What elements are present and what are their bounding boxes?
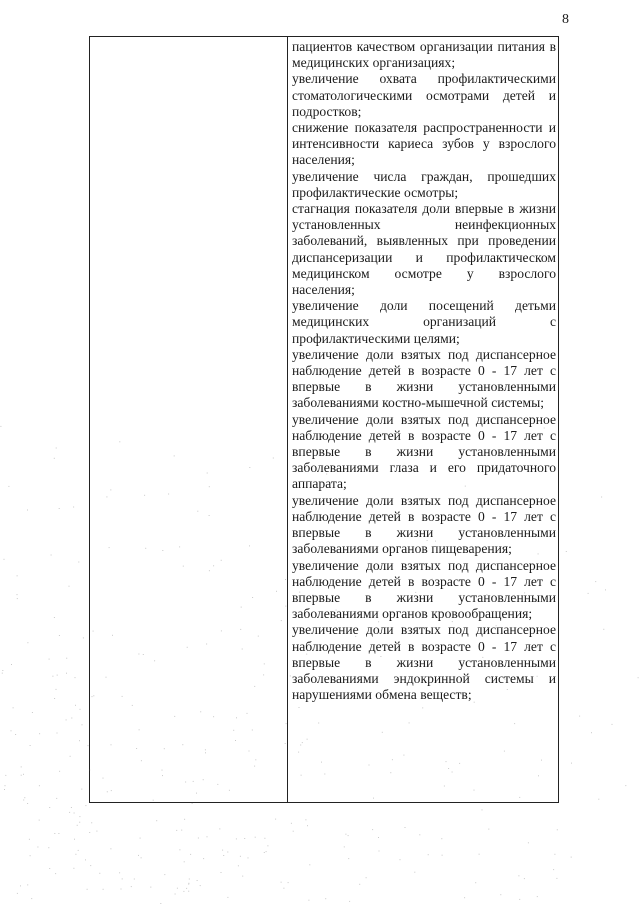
result-item: пациентов качеством организации питания в медицинских организациях; [292, 39, 556, 71]
table-left-cell [90, 37, 288, 802]
result-item: увеличение доли взятых под диспансерное наблюдение детей в возрасте 0 - 17 лет с впервые в жизни установленными заболеваниями эндокринной системы и нарушениями обмена веществ; [292, 622, 556, 703]
results-table [89, 36, 559, 803]
result-item: увеличение доли взятых под диспансерное наблюдение детей в возрасте 0 - 17 лет с впервые в жизни установленными заболеваниями органов кровообращения; [292, 557, 556, 622]
result-item: увеличение доли взятых под диспансерное наблюдение детей в возрасте 0 - 17 лет с впервые в жизни установленными заболеваниями глаза и его придаточного аппарата; [292, 411, 556, 492]
table-right-cell [288, 37, 558, 802]
page-number: 8 [562, 12, 569, 27]
result-item: увеличение доли посещений детьми медицинских организаций с профилактическими целями; [292, 298, 556, 346]
result-item: снижение показателя распространенности и интенсивности кариеса зубов у взрослого населения; [292, 120, 556, 168]
result-item: увеличение охвата профилактическими стоматологическими осмотрами детей и подростков; [292, 71, 556, 119]
result-item: увеличение доли взятых под диспансерное наблюдение детей в возрасте 0 - 17 лет с впервые в жизни установленными заболеваниями костно-мышечной системы; [292, 346, 556, 411]
result-item: увеличение числа граждан, прошедших профилактические осмотры; [292, 168, 556, 200]
result-item: стагнация показателя доли впервые в жизни установленных неинфекционных заболеваний, выявленных при проведении диспансеризации и профилактическом медицинском осмотре у взрослого населения; [292, 201, 556, 298]
result-item: увеличение доли взятых под диспансерное наблюдение детей в возрасте 0 - 17 лет с впервые в жизни установленными заболеваниями органов пищеварения; [292, 492, 556, 557]
